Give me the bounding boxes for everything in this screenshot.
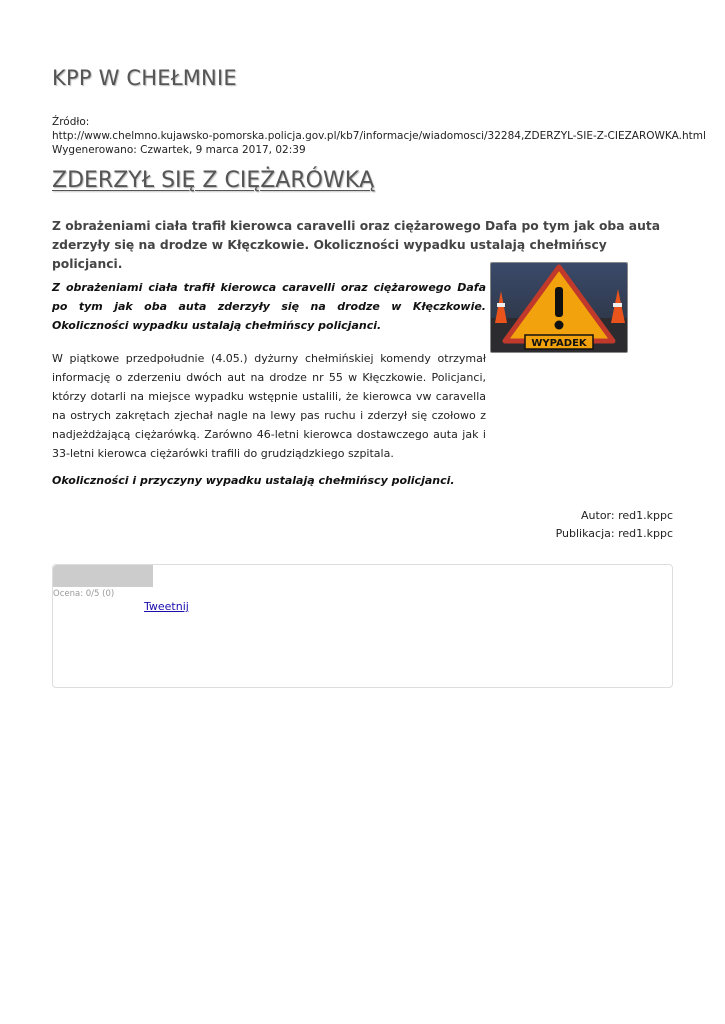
site-title: KPP W CHEŁMNIE bbox=[52, 66, 237, 90]
generated-date: Wygenerowano: Czwartek, 9 marca 2017, 02:39 bbox=[52, 144, 306, 156]
article-intro: Z obrażeniami ciała trafił kierowca caravelli oraz ciężarowego Dafa po tym jak oba auta zderzyły się na drodze w Kłęczkowie. Okoliczności wypadku ustalają chełmińscy policjanci. bbox=[52, 281, 486, 332]
rating-bar[interactable] bbox=[53, 565, 153, 587]
sign-text: WYPADEK bbox=[531, 338, 587, 349]
article-lead: Z obrażeniami ciała trafił kierowca caravelli oraz ciężarowego Dafa po tym jak oba auta zderzyły się na drodze w Kłęczkowie. Okoliczności wypadku ustalają chełmińscy policjanci. bbox=[52, 219, 661, 271]
tweet-link[interactable]: Tweetnij bbox=[144, 600, 189, 613]
article-body: W piątkowe przedpołudnie (4.05.) dyżurny chełmińskiej komendy otrzymał informację o zderzeniu dwóch aut na drodze nr 55 w Kłęczkowie. Policjanci, którzy dotarli na miejsce wypadku wstępnie ustalili, że kierowca vw caravella na ostrych zakrętach zjechał nagle na lewy pas ruchu i zderzył się czołowo z nadjeżdżającą ciężarówką. Zarówno 46-letni kierowca dostawczego auta jak i 33-letni kierowca ciężarówki trafili do grudziądzkiego szpitala. bbox=[52, 352, 486, 460]
accident-photo bbox=[490, 262, 628, 353]
warning-sign-icon bbox=[491, 263, 627, 352]
rating-box bbox=[52, 564, 673, 688]
article-closing: Okoliczności i przyczyny wypadku ustalają chełmińscy policjanci. bbox=[52, 474, 455, 487]
publication: Publikacja: red1.kppc bbox=[555, 527, 673, 540]
source-info bbox=[52, 115, 706, 157]
source-label: Źródło: bbox=[52, 116, 90, 128]
rating-label: Ocena: 0/5 (0) bbox=[53, 589, 115, 599]
article-title: ZDERZYŁ SIĘ Z CIĘŻARÓWKĄ bbox=[52, 168, 375, 193]
source-url: http://www.chelmno.kujawsko-pomorska.policja.gov.pl/kb7/informacje/wiadomosci/32284,ZDERZYL-SIE-Z-CIEZAROWKA.html bbox=[52, 130, 706, 142]
author: Autor: red1.kppc bbox=[581, 509, 673, 522]
article-meta bbox=[556, 507, 673, 543]
